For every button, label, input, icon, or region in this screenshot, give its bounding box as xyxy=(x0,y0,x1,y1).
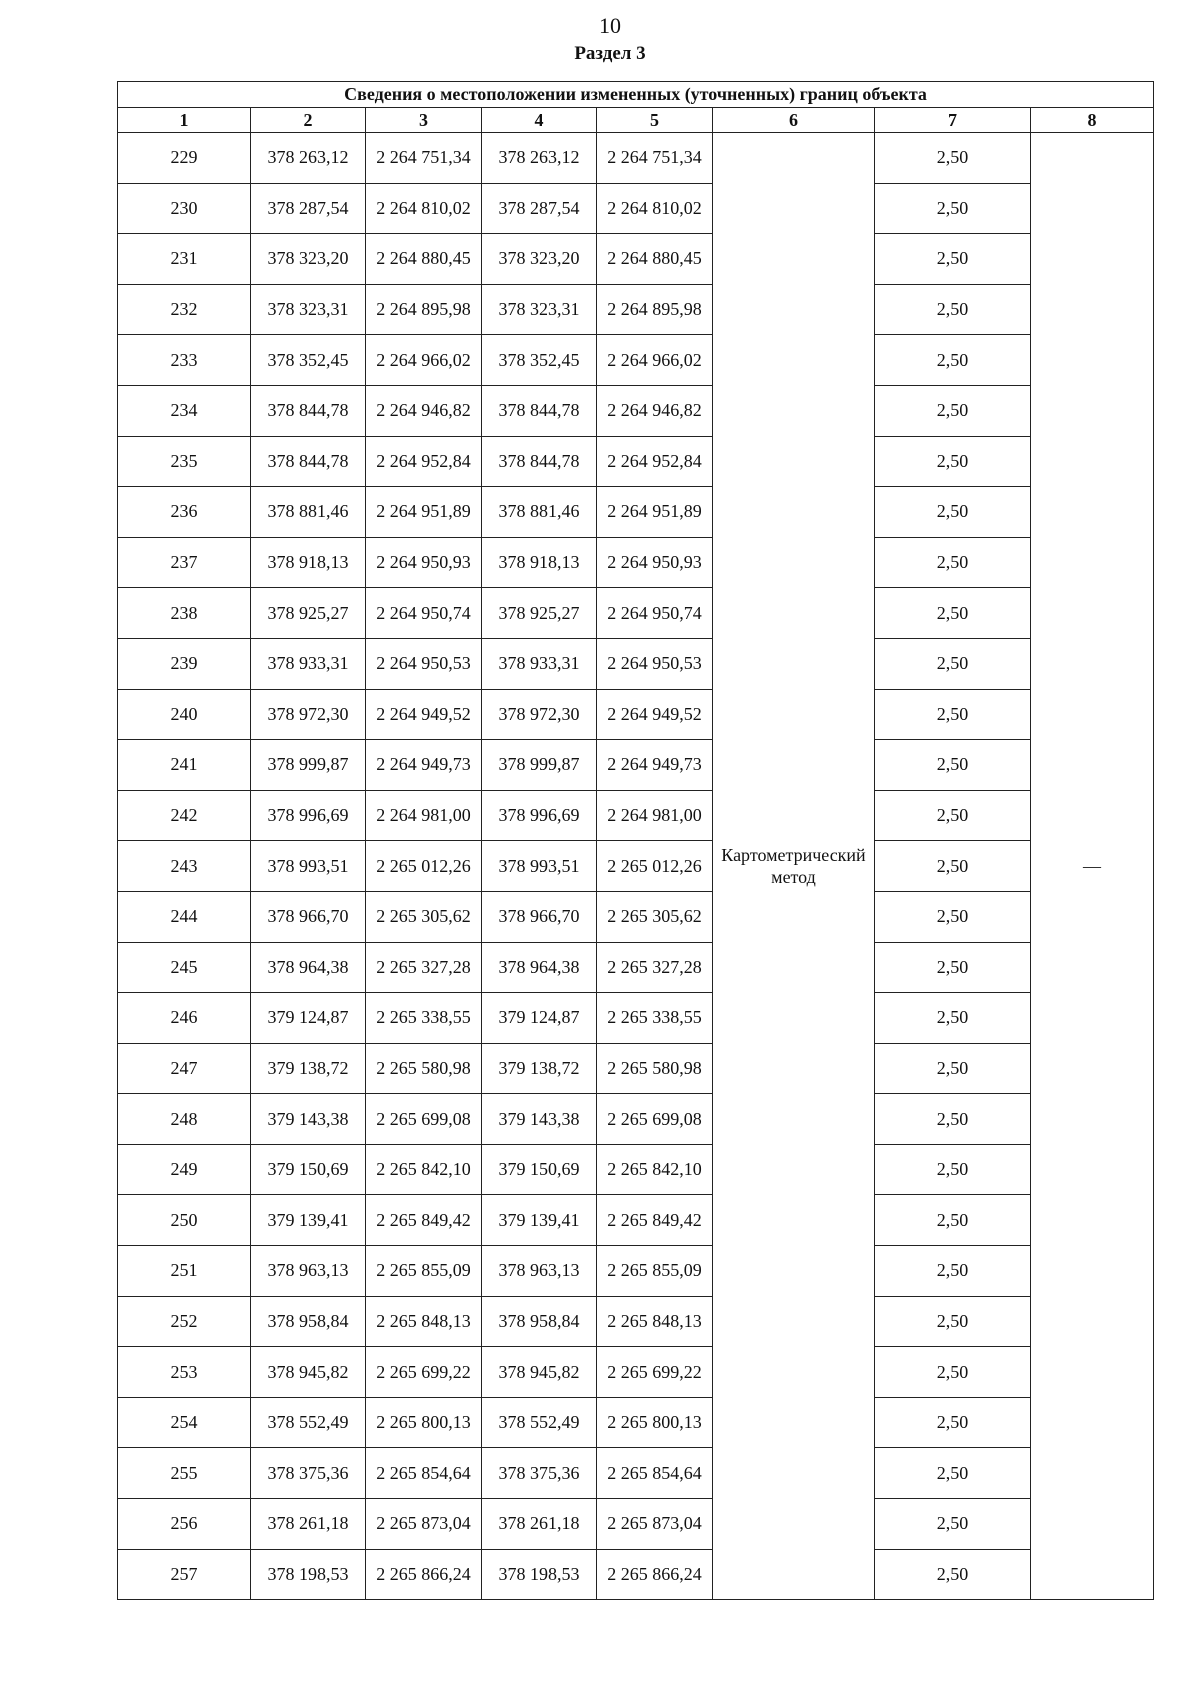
point-number-cell: 237 xyxy=(118,537,251,588)
accuracy-cell: 2,50 xyxy=(875,183,1031,234)
column-header: 4 xyxy=(482,108,597,133)
x-new-cell: 378 972,30 xyxy=(482,689,597,740)
y-new-cell: 2 265 848,13 xyxy=(597,1296,713,1347)
point-number-cell: 233 xyxy=(118,335,251,386)
y-new-cell: 2 264 951,89 xyxy=(597,487,713,538)
x-old-cell: 378 261,18 xyxy=(251,1499,366,1550)
table-row xyxy=(118,1195,1154,1246)
x-old-cell: 378 375,36 xyxy=(251,1448,366,1499)
accuracy-cell: 2,50 xyxy=(875,841,1031,892)
point-number-cell: 242 xyxy=(118,790,251,841)
point-number-cell: 230 xyxy=(118,183,251,234)
accuracy-cell: 2,50 xyxy=(875,1448,1031,1499)
table-row xyxy=(118,1347,1154,1398)
point-number-cell: 235 xyxy=(118,436,251,487)
x-new-cell: 378 552,49 xyxy=(482,1397,597,1448)
y-old-cell: 2 265 012,26 xyxy=(366,841,482,892)
y-new-cell: 2 264 952,84 xyxy=(597,436,713,487)
accuracy-cell: 2,50 xyxy=(875,790,1031,841)
accuracy-cell: 2,50 xyxy=(875,891,1031,942)
y-old-cell: 2 264 880,45 xyxy=(366,234,482,285)
x-old-cell: 378 933,31 xyxy=(251,638,366,689)
y-old-cell: 2 265 873,04 xyxy=(366,1499,482,1550)
accuracy-cell: 2,50 xyxy=(875,1296,1031,1347)
column-header: 8 xyxy=(1031,108,1154,133)
point-number-cell: 251 xyxy=(118,1246,251,1297)
y-new-cell: 2 264 949,73 xyxy=(597,740,713,791)
page-number: 10 xyxy=(599,13,621,38)
section-title: Раздел 3 xyxy=(574,43,646,64)
point-number-cell: 254 xyxy=(118,1397,251,1448)
y-old-cell: 2 264 951,89 xyxy=(366,487,482,538)
accuracy-cell: 2,50 xyxy=(875,537,1031,588)
y-new-cell: 2 265 855,09 xyxy=(597,1246,713,1297)
x-new-cell: 378 966,70 xyxy=(482,891,597,942)
x-old-cell: 379 124,87 xyxy=(251,993,366,1044)
table-row xyxy=(118,942,1154,993)
table-row xyxy=(118,1296,1154,1347)
y-new-cell: 2 265 580,98 xyxy=(597,1043,713,1094)
y-new-cell: 2 265 305,62 xyxy=(597,891,713,942)
y-old-cell: 2 265 699,08 xyxy=(366,1094,482,1145)
table-row xyxy=(118,1094,1154,1145)
y-new-cell: 2 264 950,93 xyxy=(597,537,713,588)
point-number-cell: 255 xyxy=(118,1448,251,1499)
accuracy-cell: 2,50 xyxy=(875,1195,1031,1246)
accuracy-cell: 2,50 xyxy=(875,638,1031,689)
accuracy-cell: 2,50 xyxy=(875,487,1031,538)
y-old-cell: 2 264 949,73 xyxy=(366,740,482,791)
accuracy-cell: 2,50 xyxy=(875,1397,1031,1448)
accuracy-cell: 2,50 xyxy=(875,335,1031,386)
x-old-cell: 378 844,78 xyxy=(251,436,366,487)
table-caption: Сведения о местоположении измененных (уточненных) границ объекта xyxy=(118,82,1154,108)
x-new-cell: 378 287,54 xyxy=(482,183,597,234)
x-old-cell: 379 150,69 xyxy=(251,1144,366,1195)
x-old-cell: 378 945,82 xyxy=(251,1347,366,1398)
x-new-cell: 378 375,36 xyxy=(482,1448,597,1499)
point-number-cell: 247 xyxy=(118,1043,251,1094)
method-cell xyxy=(713,133,875,1600)
point-number-cell: 238 xyxy=(118,588,251,639)
x-old-cell: 378 999,87 xyxy=(251,740,366,791)
y-old-cell: 2 265 866,24 xyxy=(366,1549,482,1600)
x-old-cell: 378 323,20 xyxy=(251,234,366,285)
point-number-cell: 245 xyxy=(118,942,251,993)
y-new-cell: 2 265 338,55 xyxy=(597,993,713,1044)
accuracy-cell: 2,50 xyxy=(875,1043,1031,1094)
y-new-cell: 2 264 966,02 xyxy=(597,335,713,386)
x-old-cell: 378 198,53 xyxy=(251,1549,366,1600)
table-row xyxy=(118,1397,1154,1448)
table-row xyxy=(118,588,1154,639)
x-old-cell: 378 881,46 xyxy=(251,487,366,538)
table-row xyxy=(118,436,1154,487)
x-new-cell: 378 263,12 xyxy=(482,133,597,184)
x-new-cell: 378 963,13 xyxy=(482,1246,597,1297)
table-row xyxy=(118,234,1154,285)
column-header: 3 xyxy=(366,108,482,133)
point-number-cell: 239 xyxy=(118,638,251,689)
point-number-cell: 232 xyxy=(118,284,251,335)
y-new-cell: 2 264 895,98 xyxy=(597,284,713,335)
y-old-cell: 2 265 699,22 xyxy=(366,1347,482,1398)
column-header: 1 xyxy=(118,108,251,133)
y-old-cell: 2 265 855,09 xyxy=(366,1246,482,1297)
point-number-cell: 241 xyxy=(118,740,251,791)
y-new-cell: 2 265 866,24 xyxy=(597,1549,713,1600)
y-old-cell: 2 265 327,28 xyxy=(366,942,482,993)
table-row xyxy=(118,1549,1154,1600)
accuracy-cell: 2,50 xyxy=(875,689,1031,740)
y-old-cell: 2 264 950,93 xyxy=(366,537,482,588)
y-new-cell: 2 265 842,10 xyxy=(597,1144,713,1195)
x-new-cell: 378 844,78 xyxy=(482,385,597,436)
y-old-cell: 2 264 952,84 xyxy=(366,436,482,487)
point-number-cell: 256 xyxy=(118,1499,251,1550)
point-number-cell: 234 xyxy=(118,385,251,436)
x-old-cell: 378 963,13 xyxy=(251,1246,366,1297)
x-old-cell: 378 844,78 xyxy=(251,385,366,436)
accuracy-cell: 2,50 xyxy=(875,1549,1031,1600)
accuracy-cell: 2,50 xyxy=(875,1144,1031,1195)
y-old-cell: 2 265 842,10 xyxy=(366,1144,482,1195)
accuracy-cell: 2,50 xyxy=(875,1094,1031,1145)
accuracy-cell: 2,50 xyxy=(875,1499,1031,1550)
y-old-cell: 2 264 895,98 xyxy=(366,284,482,335)
x-old-cell: 378 964,38 xyxy=(251,942,366,993)
point-number-cell: 240 xyxy=(118,689,251,740)
y-old-cell: 2 265 849,42 xyxy=(366,1195,482,1246)
x-new-cell: 378 996,69 xyxy=(482,790,597,841)
table-row xyxy=(118,1246,1154,1297)
x-old-cell: 378 993,51 xyxy=(251,841,366,892)
y-old-cell: 2 265 305,62 xyxy=(366,891,482,942)
x-old-cell: 378 323,31 xyxy=(251,284,366,335)
table-row xyxy=(118,487,1154,538)
table-row xyxy=(118,335,1154,386)
table-row xyxy=(118,385,1154,436)
x-new-cell: 378 198,53 xyxy=(482,1549,597,1600)
point-number-cell: 236 xyxy=(118,487,251,538)
y-new-cell: 2 264 981,00 xyxy=(597,790,713,841)
column-header: 6 xyxy=(713,108,875,133)
accuracy-cell: 2,50 xyxy=(875,234,1031,285)
x-new-cell: 378 945,82 xyxy=(482,1347,597,1398)
y-old-cell: 2 264 751,34 xyxy=(366,133,482,184)
x-new-cell: 378 999,87 xyxy=(482,740,597,791)
y-old-cell: 2 264 946,82 xyxy=(366,385,482,436)
table-row xyxy=(118,1043,1154,1094)
table-row xyxy=(118,537,1154,588)
table-row xyxy=(118,993,1154,1044)
note-cell: — xyxy=(1031,133,1154,1600)
x-old-cell: 378 925,27 xyxy=(251,588,366,639)
y-old-cell: 2 265 580,98 xyxy=(366,1043,482,1094)
x-new-cell: 378 881,46 xyxy=(482,487,597,538)
table-body xyxy=(118,133,1154,1600)
x-old-cell: 378 552,49 xyxy=(251,1397,366,1448)
y-new-cell: 2 265 012,26 xyxy=(597,841,713,892)
accuracy-cell: 2,50 xyxy=(875,436,1031,487)
y-new-cell: 2 265 699,08 xyxy=(597,1094,713,1145)
y-old-cell: 2 264 950,53 xyxy=(366,638,482,689)
accuracy-cell: 2,50 xyxy=(875,385,1031,436)
y-new-cell: 2 264 751,34 xyxy=(597,133,713,184)
column-header: 2 xyxy=(251,108,366,133)
x-new-cell: 378 352,45 xyxy=(482,335,597,386)
point-number-cell: 248 xyxy=(118,1094,251,1145)
accuracy-cell: 2,50 xyxy=(875,133,1031,184)
table-row xyxy=(118,1448,1154,1499)
table-row xyxy=(118,790,1154,841)
x-new-cell: 379 139,41 xyxy=(482,1195,597,1246)
y-new-cell: 2 265 873,04 xyxy=(597,1499,713,1550)
y-old-cell: 2 264 949,52 xyxy=(366,689,482,740)
y-new-cell: 2 264 880,45 xyxy=(597,234,713,285)
accuracy-cell: 2,50 xyxy=(875,740,1031,791)
x-old-cell: 378 352,45 xyxy=(251,335,366,386)
y-new-cell: 2 265 849,42 xyxy=(597,1195,713,1246)
x-old-cell: 378 918,13 xyxy=(251,537,366,588)
x-new-cell: 378 323,31 xyxy=(482,284,597,335)
x-new-cell: 379 138,72 xyxy=(482,1043,597,1094)
y-old-cell: 2 265 338,55 xyxy=(366,993,482,1044)
accuracy-cell: 2,50 xyxy=(875,284,1031,335)
x-new-cell: 378 993,51 xyxy=(482,841,597,892)
x-old-cell: 378 972,30 xyxy=(251,689,366,740)
y-old-cell: 2 264 950,74 xyxy=(366,588,482,639)
y-old-cell: 2 265 848,13 xyxy=(366,1296,482,1347)
x-old-cell: 378 958,84 xyxy=(251,1296,366,1347)
y-new-cell: 2 265 327,28 xyxy=(597,942,713,993)
y-old-cell: 2 264 981,00 xyxy=(366,790,482,841)
y-new-cell: 2 264 949,52 xyxy=(597,689,713,740)
accuracy-cell: 2,50 xyxy=(875,1246,1031,1297)
x-new-cell: 378 261,18 xyxy=(482,1499,597,1550)
table-row xyxy=(118,841,1154,892)
x-old-cell: 378 996,69 xyxy=(251,790,366,841)
x-new-cell: 379 124,87 xyxy=(482,993,597,1044)
table-row xyxy=(118,1144,1154,1195)
y-new-cell: 2 264 946,82 xyxy=(597,385,713,436)
x-new-cell: 378 958,84 xyxy=(482,1296,597,1347)
coordinates-table xyxy=(117,81,1154,1600)
x-new-cell: 378 844,78 xyxy=(482,436,597,487)
column-header: 5 xyxy=(597,108,713,133)
y-old-cell: 2 265 854,64 xyxy=(366,1448,482,1499)
table-row xyxy=(118,638,1154,689)
y-old-cell: 2 264 966,02 xyxy=(366,335,482,386)
accuracy-cell: 2,50 xyxy=(875,942,1031,993)
x-new-cell: 379 150,69 xyxy=(482,1144,597,1195)
point-number-cell: 231 xyxy=(118,234,251,285)
point-number-cell: 249 xyxy=(118,1144,251,1195)
y-old-cell: 2 265 800,13 xyxy=(366,1397,482,1448)
point-number-cell: 257 xyxy=(118,1549,251,1600)
y-new-cell: 2 264 950,74 xyxy=(597,588,713,639)
accuracy-cell: 2,50 xyxy=(875,1347,1031,1398)
x-new-cell: 378 933,31 xyxy=(482,638,597,689)
y-new-cell: 2 264 810,02 xyxy=(597,183,713,234)
table-row xyxy=(118,183,1154,234)
x-old-cell: 379 143,38 xyxy=(251,1094,366,1145)
point-number-cell: 243 xyxy=(118,841,251,892)
y-old-cell: 2 264 810,02 xyxy=(366,183,482,234)
y-new-cell: 2 264 950,53 xyxy=(597,638,713,689)
method-text: Картометрический метод xyxy=(721,845,866,888)
x-new-cell: 378 964,38 xyxy=(482,942,597,993)
table-row xyxy=(118,284,1154,335)
x-new-cell: 378 918,13 xyxy=(482,537,597,588)
x-old-cell: 379 139,41 xyxy=(251,1195,366,1246)
point-number-cell: 246 xyxy=(118,993,251,1044)
y-new-cell: 2 265 800,13 xyxy=(597,1397,713,1448)
point-number-cell: 250 xyxy=(118,1195,251,1246)
accuracy-cell: 2,50 xyxy=(875,588,1031,639)
table-row xyxy=(118,133,1154,184)
table-row xyxy=(118,891,1154,942)
x-old-cell: 378 966,70 xyxy=(251,891,366,942)
x-old-cell: 378 263,12 xyxy=(251,133,366,184)
point-number-cell: 253 xyxy=(118,1347,251,1398)
column-header: 7 xyxy=(875,108,1031,133)
x-old-cell: 378 287,54 xyxy=(251,183,366,234)
accuracy-cell: 2,50 xyxy=(875,993,1031,1044)
table-row xyxy=(118,740,1154,791)
point-number-cell: 252 xyxy=(118,1296,251,1347)
x-new-cell: 379 143,38 xyxy=(482,1094,597,1145)
table-row xyxy=(118,689,1154,740)
point-number-cell: 229 xyxy=(118,133,251,184)
y-new-cell: 2 265 699,22 xyxy=(597,1347,713,1398)
point-number-cell: 244 xyxy=(118,891,251,942)
x-old-cell: 379 138,72 xyxy=(251,1043,366,1094)
x-new-cell: 378 925,27 xyxy=(482,588,597,639)
y-new-cell: 2 265 854,64 xyxy=(597,1448,713,1499)
x-new-cell: 378 323,20 xyxy=(482,234,597,285)
table-row xyxy=(118,1499,1154,1550)
